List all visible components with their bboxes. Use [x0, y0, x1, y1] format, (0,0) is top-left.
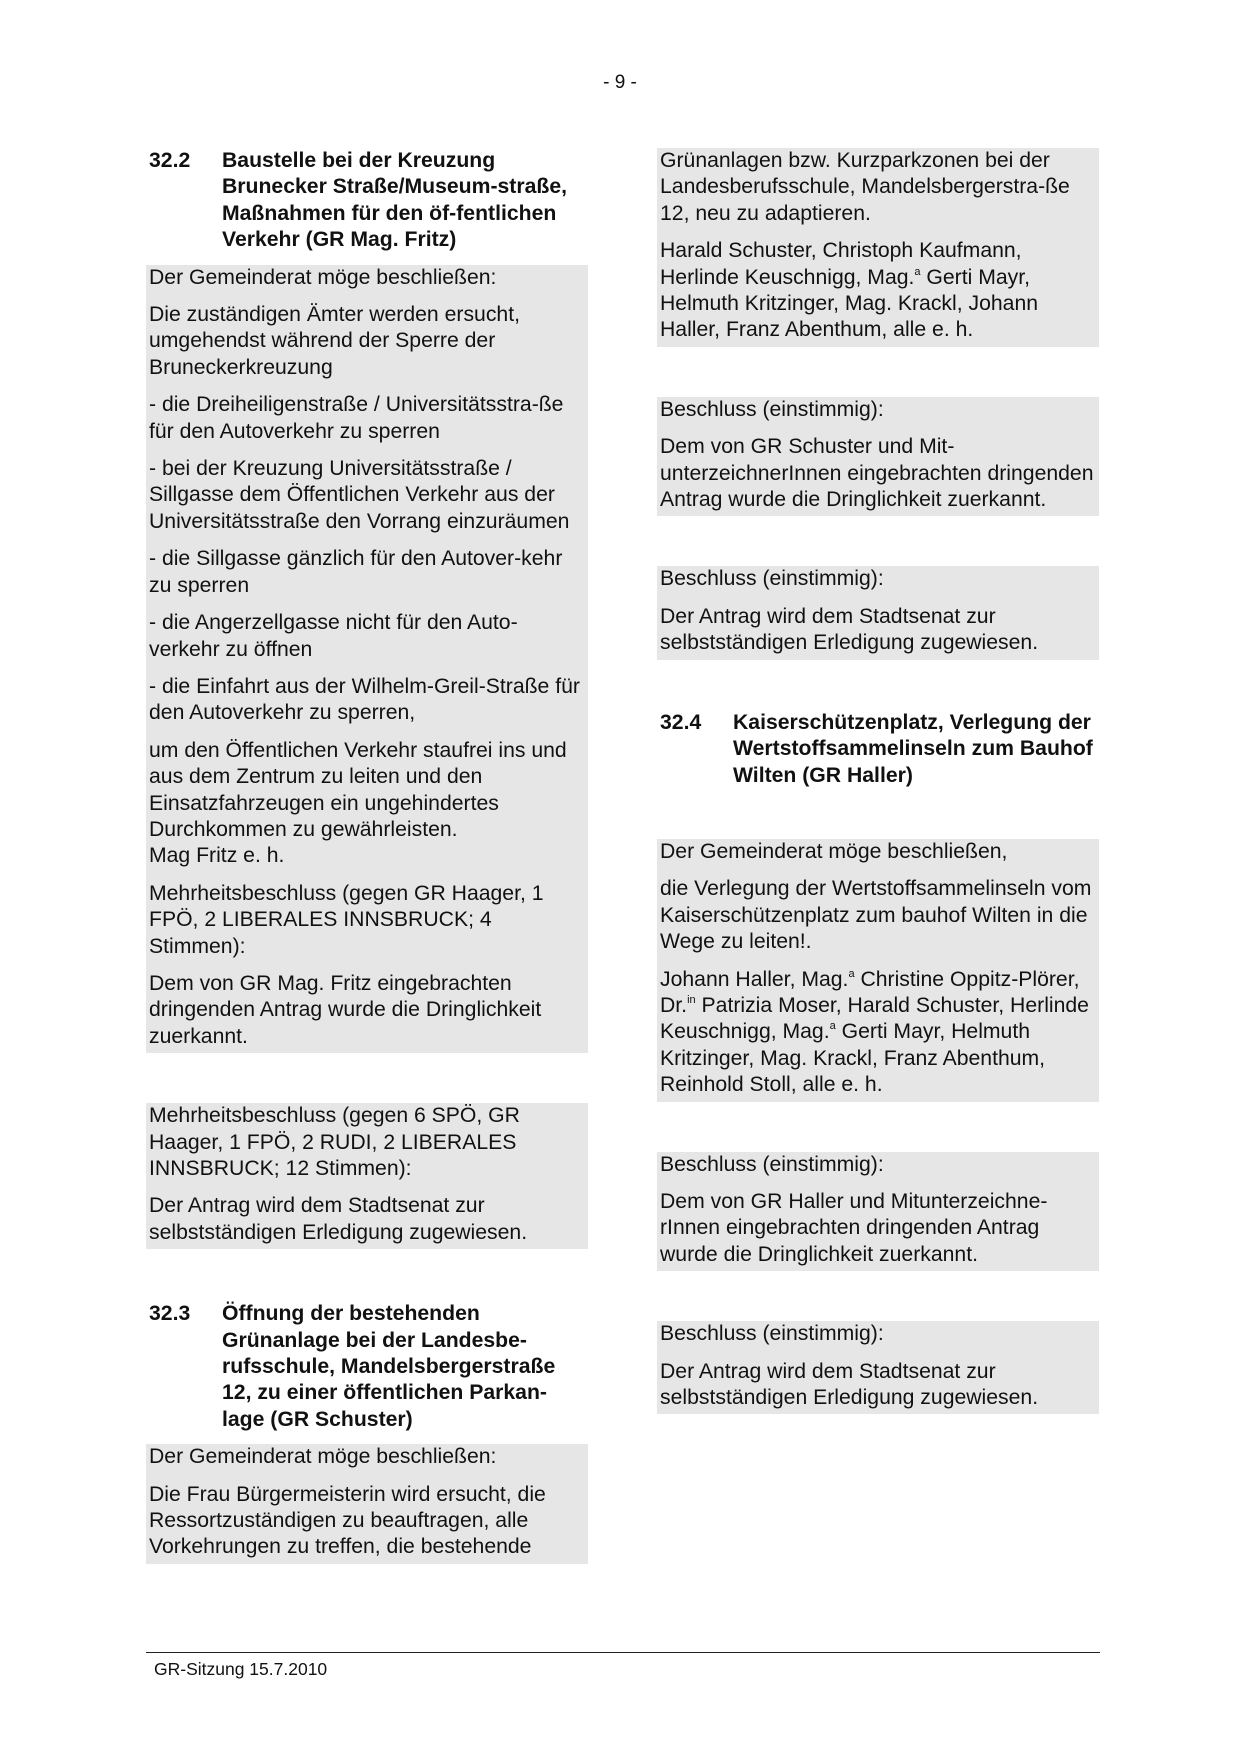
- motion-item: - die Sillgasse gänzlich für den Autover-kehr zu sperren: [149, 547, 563, 597]
- superscript: a: [829, 1020, 836, 1033]
- signatories-text: Harald Schuster, Christoph Kaufmann, Herlinde Keuschnigg, Mag.: [660, 239, 1022, 289]
- signatories-text: Christine Oppitz-Plörer, Dr.: [660, 967, 1080, 1017]
- decision-block-32-2: [146, 1103, 588, 1249]
- section-title: Kaiserschützenplatz, Verlegung der Wertstoffsammelinseln zum Bauhof Wilten (GR Haller): [733, 710, 1093, 787]
- decision-block-assignment-32-4: [657, 1321, 1099, 1414]
- left-column: [146, 148, 588, 1564]
- decision-block-urgency-32-4: [657, 1152, 1099, 1272]
- signatories-text: Patrizia Moser, Harald Schuster, Herlinde Keuschnigg, Mag.: [660, 993, 1089, 1044]
- signatories-text: Gerti Mayr, Helmuth Kritzinger, Mag. Krackl, Franz Abenthum, Reinhold Stoll, alle e. h.: [660, 1020, 1046, 1097]
- motion-intro: Der Gemeinderat möge beschließen,: [660, 839, 1008, 863]
- section-heading-32-3: [146, 1301, 588, 1433]
- decision-result: Der Antrag wird dem Stadtsenat zur selbstständigen Erledigung zugewiesen.: [660, 1359, 1039, 1409]
- decision-result: Dem von GR Schuster und Mit-unterzeichnerInnen eingebrachten dringenden Antrag wurde die Dringlichkeit zuerkannt.: [660, 435, 1094, 512]
- motion-signature: Mag Fritz e. h.: [149, 844, 285, 868]
- motion-purpose: [146, 727, 588, 870]
- footer-text: GR-Sitzung 15.7.2010: [154, 1659, 328, 1679]
- decision-label: Mehrheitsbeschluss (gegen 6 SPÖ, GR Haager, 1 FPÖ, 2 RUDI, 2 LIBERALES INNSBRUCK; 12 Stimmen):: [149, 1104, 520, 1180]
- motion-block-32-4: [657, 839, 1099, 1102]
- footer-divider: [146, 1652, 1100, 1653]
- decision-result: Dem von GR Haller und Mitunterzeichne-rInnen eingebrachten dringenden Antrag wurde die Dringlichkeit zuerkannt.: [660, 1189, 1048, 1266]
- superscript: a: [914, 265, 921, 278]
- motion-body: Die zuständigen Ämter werden ersucht, umgehendst während der Sperre der Bruneckerkreuzung: [149, 303, 520, 379]
- page-number: - 9 -: [603, 72, 637, 93]
- motion-item: - die Angerzellgasse nicht für den Auto-verkehr zu öffnen: [149, 611, 518, 661]
- motion-body: Grünanlagen bzw. Kurzparkzonen bei der Landesberufsschule, Mandelsbergerstra-ße 12, neu zu adaptieren.: [660, 149, 1070, 225]
- section-number: 32.2: [149, 149, 191, 172]
- decision-label: Beschluss (einstimmig):: [660, 1152, 884, 1176]
- motion-block-32-2: [146, 265, 588, 1054]
- decision-label: Beschluss (einstimmig):: [660, 1322, 884, 1346]
- motion-body: Die Frau Bürgermeisterin wird ersucht, die Ressortzuständigen zu beauftragen, alle Vorkehrungen zu treffen, die bestehende: [149, 1482, 546, 1559]
- decision-label: Beschluss (einstimmig):: [660, 567, 884, 591]
- motion-signatories: [657, 956, 1099, 1102]
- motion-intro: Der Gemeinderat möge beschließen:: [149, 1445, 497, 1469]
- section-number: 32.3: [149, 1302, 191, 1326]
- section-heading-32-2: [146, 148, 588, 254]
- superscript: a: [848, 967, 855, 980]
- motion-block-32-3-cont: [657, 148, 1099, 347]
- decision-block-urgency: [657, 397, 1099, 517]
- motion-block-32-3: [146, 1444, 588, 1564]
- motion-item: - bei der Kreuzung Universitätsstraße / Sillgasse dem Öffentlichen Verkehr aus der Universitätsstraße den Vorrang einzuräumen: [149, 457, 570, 533]
- signatories-text: Gerti Mayr, Helmuth Kritzinger, Mag. Krackl, Johann Haller, Franz Abenthum, alle e. h.: [660, 265, 1039, 342]
- motion-intro: Der Gemeinderat möge beschließen:: [149, 265, 497, 289]
- section-number: 32.4: [660, 710, 702, 734]
- section-title: Baustelle bei der Kreuzung Brunecker Straße/Museum-straße, Maßnahmen für den öf-fentlichen Verkehr (GR Mag. Fritz): [222, 149, 568, 252]
- motion-item: - die Dreiheiligenstraße / Universitätsstra-ße für den Autoverkehr zu sperren: [149, 393, 564, 443]
- decision-label: Mehrheitsbeschluss (gegen GR Haager, 1 FPÖ, 2 LIBERALES INNSBRUCK; 4 Stimmen):: [149, 881, 544, 958]
- motion-item: - die Einfahrt aus der Wilhelm-Greil-Straße für den Autoverkehr zu sperren,: [149, 674, 580, 725]
- motion-body: die Verlegung der Wertstoffsammelinseln vom Kaiserschützenplatz zum bauhof Wilten in die Wege zu leiten!.: [660, 877, 1092, 954]
- decision-label: Beschluss (einstimmig):: [660, 397, 884, 421]
- signatories-text: Johann Haller, Mag.: [660, 967, 849, 991]
- section-title: Öffnung der bestehenden Grünanlage bei der Landesbe-rufsschule, Mandelsbergerstraße 12, zu einer öffentlichen Parkan-lage (GR Schuster): [222, 1302, 556, 1431]
- decision-block-assignment: [657, 566, 1099, 659]
- motion-purpose-text: um den Öffentlichen Verkehr staufrei ins und aus dem Zentrum zu leiten und den Einsatzfahrzeugen ein ungehindertes Durchkommen zu gewährleisten.: [149, 738, 567, 841]
- section-heading-32-4: [657, 710, 1099, 789]
- decision-result: Der Antrag wird dem Stadtsenat zur selbstständigen Erledigung zugewiesen.: [149, 1194, 528, 1244]
- decision-result: Dem von GR Mag. Fritz eingebrachten dringenden Antrag wurde die Dringlichkeit zuerkannt.: [149, 971, 542, 1048]
- motion-signatories: [657, 227, 1099, 347]
- superscript: in: [687, 993, 696, 1006]
- decision-result: Der Antrag wird dem Stadtsenat zur selbstständigen Erledigung zugewiesen.: [660, 604, 1039, 655]
- right-column: [657, 148, 1099, 1414]
